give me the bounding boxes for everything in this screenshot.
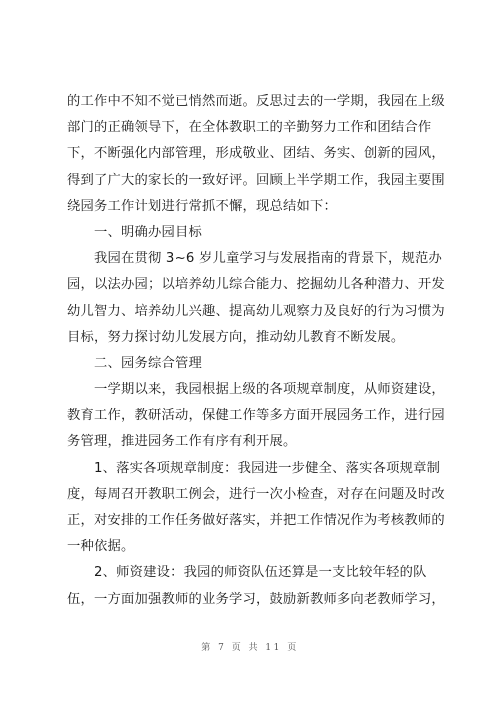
text-line: 教育工作，教研活动，保健工作等多方面开展园务工作，进行园 — [67, 408, 445, 424]
text-line: 一、明确办园目标 — [94, 224, 202, 240]
text-line: 绕园务工作计划进行常抓不懈，现总结如下： — [67, 198, 337, 214]
text-line: 一学期以来，我园根据上级的各项规章制度，从师资建设， — [94, 382, 445, 398]
text-line: 一种依据。 — [67, 539, 135, 555]
text-line: 1、落实各项规章制度：我园进一步健全、落实各项规章制 — [94, 460, 441, 476]
text-line: 的工作中不知不觉已悄然而逝。反思过去的一学期，我园在上级 — [67, 94, 445, 109]
text-line: 2、师资建设：我园的师资队伍还算是一支比较年轻的队 — [94, 565, 427, 581]
text-line: 目标，努力探讨幼儿发展方向，推动幼儿教育不断发展。 — [67, 329, 405, 345]
text-line: 度，每周召开教职工例会，进行一次小检查，对存在问题及时改 — [67, 486, 445, 502]
text-line: 二、园务综合管理 — [94, 355, 202, 371]
text-line: 伍，一方面加强教师的业务学习，鼓励新教师多向老教师学习， — [67, 591, 445, 607]
text-line: 我园在贯彻 3~6 岁儿童学习与发展指南的背景下，规范办 — [94, 251, 442, 267]
page-footer: 第 7 页 共 11 页 — [201, 643, 299, 653]
text-line: 务管理，推进园务工作有序有利开展。 — [67, 434, 297, 450]
body-text — [67, 89, 443, 613]
text-line: 下，不断强化内部管理，形成敬业、团结、务实、创新的园风， — [67, 146, 445, 162]
text-line: 幼儿智力、培养幼儿兴趣、提高幼儿观察力及良好的行为习惯为 — [67, 303, 445, 319]
text-line: 得到了广大的家长的一致好评。回顾上半学期工作，我园主要围 — [67, 172, 445, 188]
text-line: 园，以法办园；以培养幼儿综合能力、挖掘幼儿各种潜力、开发 — [67, 277, 445, 293]
text-line: 部门的正确领导下，在全体教职工的辛勤努力工作和团结合作 — [67, 120, 432, 136]
text-line: 正，对安排的工作任务做好落实，并把工作情况作为考核教师的 — [67, 513, 445, 528]
